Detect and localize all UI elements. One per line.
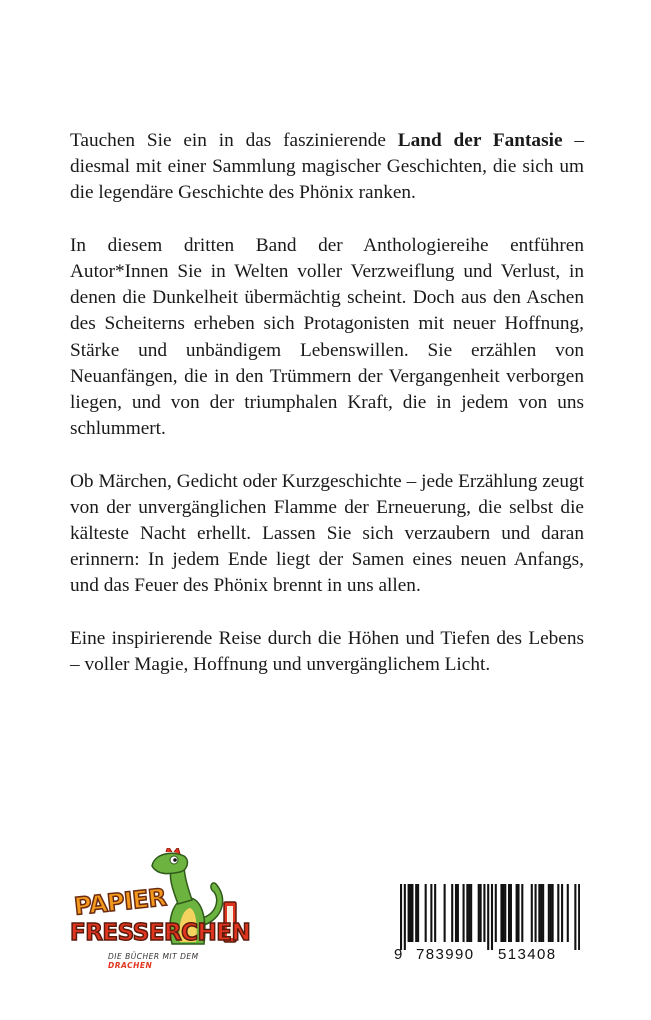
barcode-bar bbox=[495, 884, 497, 942]
barcode-bar bbox=[409, 884, 411, 942]
barcode-bar bbox=[491, 884, 493, 950]
barcode-bar bbox=[480, 884, 482, 942]
barcode-bar bbox=[508, 884, 510, 942]
barcode-bar bbox=[531, 884, 533, 942]
blurb-paragraph-2: In diesem dritten Band der Anthologiereihe entführen Autor*Innen Sie in Welten voller Verzweiflung und Verlust, in denen die Dunkelheit übermächtig scheint. Doch aus den Aschen des Scheiterns erheben sich Protagonisten mit neuer Hoffnung, Stärke und unbändigem Lebenswillen. Sie erzählen von Neuanfängen, die in den Trümmern der Vergangenheit verborgen liegen, und von der triumphalen Kraft, die in jedem von uns schlummert. bbox=[70, 234, 584, 440]
barcode-bar bbox=[451, 884, 453, 942]
barcode-bar bbox=[463, 884, 465, 942]
barcode-bar bbox=[578, 884, 580, 950]
barcode-bar bbox=[468, 884, 470, 942]
barcode-bar bbox=[510, 884, 512, 942]
barcode-bar bbox=[478, 884, 480, 942]
barcode-bar bbox=[487, 884, 489, 950]
barcode-bar bbox=[535, 884, 537, 942]
barcode-bar bbox=[470, 884, 472, 942]
barcode-bar bbox=[540, 884, 542, 942]
barcode-bar bbox=[561, 884, 563, 942]
barcode-bar bbox=[430, 884, 432, 942]
barcode-bar bbox=[542, 884, 544, 942]
barcode-bar bbox=[434, 884, 436, 942]
barcode-bar bbox=[411, 884, 413, 942]
blurb-p1-rest: – diesmal mit einer Sammlung magischer Geschichten, die sich um die legendäre Geschichte des Phönix ranken. bbox=[70, 130, 584, 204]
blurb-paragraph-4: Eine inspirierende Reise durch die Höhen und Tiefen des Lebens – voller Magie, Hoffnung und unvergänglichem Licht. bbox=[70, 627, 584, 676]
blurb-p1-intro: Tauchen Sie ein in das faszinierende bbox=[70, 130, 398, 151]
barcode-bar bbox=[538, 884, 540, 942]
barcode-bar bbox=[444, 884, 446, 942]
blurb-paragraph-3: Ob Märchen, Gedicht oder Kurzgeschichte – jede Erzählung zeugt von der unvergänglichen Flamme der Erneuerung, die selbst die kälteste Nacht erhellt. Lassen Sie sich verzaubern und daran erinnern: In jedem Ende liegt der Samen eines neuen Anfangs, und das Feuer des Phönix brennt in uns allen. bbox=[70, 470, 584, 597]
series-title-bold: Land der Fantasie bbox=[397, 130, 563, 151]
barcode-bar bbox=[574, 884, 576, 950]
isbn-group-2: 513408 bbox=[498, 946, 557, 963]
barcode-bar bbox=[483, 884, 485, 942]
publisher-name-line-2: FRESSERCHEN bbox=[70, 920, 251, 946]
barcode-bar bbox=[516, 884, 518, 942]
blurb-text bbox=[70, 128, 584, 704]
barcode-bar bbox=[567, 884, 569, 942]
barcode-bar bbox=[521, 884, 523, 942]
barcode-bar bbox=[415, 884, 417, 942]
barcode-bar bbox=[550, 884, 552, 942]
isbn-group-1: 783990 bbox=[416, 946, 475, 963]
barcode-bar bbox=[552, 884, 554, 942]
barcode-bar bbox=[466, 884, 468, 942]
blurb-paragraph-1 bbox=[70, 128, 584, 207]
barcode-bar bbox=[425, 884, 427, 942]
barcode-bar bbox=[504, 884, 506, 942]
barcode-bar bbox=[417, 884, 419, 942]
barcode-bars bbox=[400, 884, 580, 950]
publisher-name-line-1: PAPIER bbox=[72, 883, 168, 921]
barcode-bar bbox=[548, 884, 550, 942]
barcode-bar bbox=[455, 884, 457, 942]
barcode-bar bbox=[557, 884, 559, 942]
publisher-logo bbox=[70, 848, 251, 970]
barcode-bar bbox=[457, 884, 459, 942]
isbn-barcode bbox=[394, 882, 582, 968]
isbn-number bbox=[394, 946, 582, 966]
barcode-bar bbox=[404, 884, 406, 950]
barcode-bar bbox=[400, 884, 402, 950]
barcode-bar bbox=[517, 884, 519, 942]
barcode-bar bbox=[502, 884, 504, 942]
publisher-tagline: DIE BÜCHER MIT DEM DRACHEN bbox=[108, 952, 199, 970]
barcode-bar bbox=[408, 884, 410, 942]
isbn-first-digit: 9 bbox=[394, 946, 404, 963]
barcode-bar bbox=[500, 884, 502, 942]
